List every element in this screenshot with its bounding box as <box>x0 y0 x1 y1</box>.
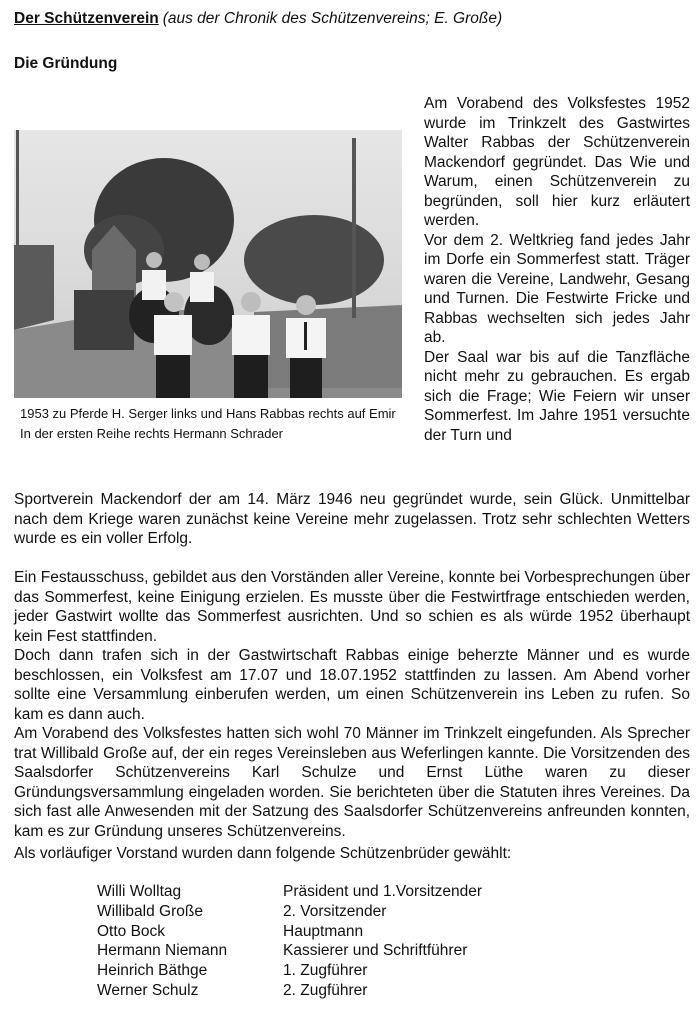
photo-caption: 1953 zu Pferde H. Serger links und Hans Rabbas rechts auf Emir In der ersten Reihe rechts Hermann Schrader <box>20 406 396 441</box>
paragraph: Ein Festausschuss, gebildet aus den Vorständen aller Vereine, konnte bei Vorbesprechungen über das Sommerfest, keine Einigung erzielen. Es musste über die Festwirtfrage entschieden werden, jeder Gastwirt wollte das Sommerfest ausrichten. Und so schien es als würde 1952 überhaupt kein Fest stattfinden. <box>14 569 690 645</box>
document-source: (aus der Chronik des Schützenvereins; E. Große) <box>162 10 503 27</box>
member-role: 2. Vorsitzender <box>283 902 387 920</box>
member-name: Otto Bock <box>97 922 166 940</box>
board-row <box>97 961 482 981</box>
right-column-text <box>424 94 690 445</box>
member-role: Präsident und 1.Vorsitzender <box>283 883 483 900</box>
document-title-line <box>14 10 502 28</box>
member-name: Werner Schulz <box>97 981 199 999</box>
section-heading: Die Gründung <box>14 55 118 72</box>
paragraph: Doch dann trafen sich in der Gastwirtschaft Rabbas einige beherzte Männer und es wurde beschlossen, ein Volksfest am 17.07 und 18.07.1952 stattfinden zu lassen. Am Abend vorher sollte eine Versammlung einberufen werden, um einen Schützenverein ins Leben zu rufen. So kam es dann auch. <box>14 647 690 723</box>
paragraph: Sportverein Mackendorf der am 14. März 1946 neu gegründet wurde, sein Glück. Unmittelbar nach dem Kriege waren zunächst keine Vereine mehr zugelassen. Trotz sehr schlechten Wetters wurde es ein voller Erfolg. <box>14 491 690 547</box>
member-role: 1. Zugführer <box>283 962 368 980</box>
board-row <box>97 882 482 902</box>
member-role: Kassierer und Schriftführer <box>283 942 468 960</box>
historic-photo <box>14 130 402 398</box>
member-role: Hauptmann <box>283 922 364 940</box>
board-intro: Als vorläufiger Vorstand wurden dann folgende Schützenbrüder gewählt: <box>14 845 512 862</box>
paragraph: Vor dem 2. Weltkrieg fand jedes Jahr im Dorfe ein Sommerfest statt. Träger waren die Vereine, Landwehr, Gesang und Turnen. Die Festwirte Fricke und Rabbas wechselten sich jedes Jahr ab. <box>424 231 690 346</box>
board-list <box>97 882 482 1001</box>
member-role: 2. Zugführer <box>283 981 368 999</box>
board-row <box>97 922 482 942</box>
board-row <box>97 941 482 961</box>
member-name: Heinrich Bäthge <box>97 962 208 980</box>
board-row <box>97 902 482 922</box>
board-row <box>97 981 482 1001</box>
member-name: Willibald Große <box>97 902 203 920</box>
member-name: Hermann Niemann <box>97 942 228 960</box>
document-title: Der Schützenverein <box>14 10 159 27</box>
paragraph: Der Saal war bis auf die Tanzfläche nicht mehr zu gebrauchen. Es ergab sich die Frage; Wie Feiern wir unser Sommerfest. Im Jahre 1951 versuchte der Turn und <box>424 348 690 444</box>
paragraph: Am Vorabend des Volksfestes 1952 wurde im Trinkzelt des Gastwirtes Walter Rabbas der Schützenverein Mackendorf gegründet. Das Wie und Warum, einen Schützenverein zu begründen, soll hier kurz erläutert werden. <box>424 95 690 229</box>
parade-photo-illustration <box>14 130 402 398</box>
member-name: Willi Wolltag <box>97 883 182 900</box>
paragraph: Am Vorabend des Volksfestes hatten sich wohl 70 Männer im Trinkzelt eingefunden. Als Sprecher trat Willibald Große auf, der ein reges Vereinsleben aus Weferlingen kannte. Die Vorsitzenden des Saalsdorfer Schützenvereins Karl Schulze und Ernst Lüthe waren zu dieser Gründungsversammlung eingeladen worden. Sie berichteten über die Statuten ihres Vereines. Da sich fast alle Anwesenden mit der Satzung des Saalsdorfer Schützenvereins anfreunden konnten, kam es zur Gründung unseres Schützenvereins. <box>14 725 690 840</box>
full-width-text <box>14 490 690 841</box>
